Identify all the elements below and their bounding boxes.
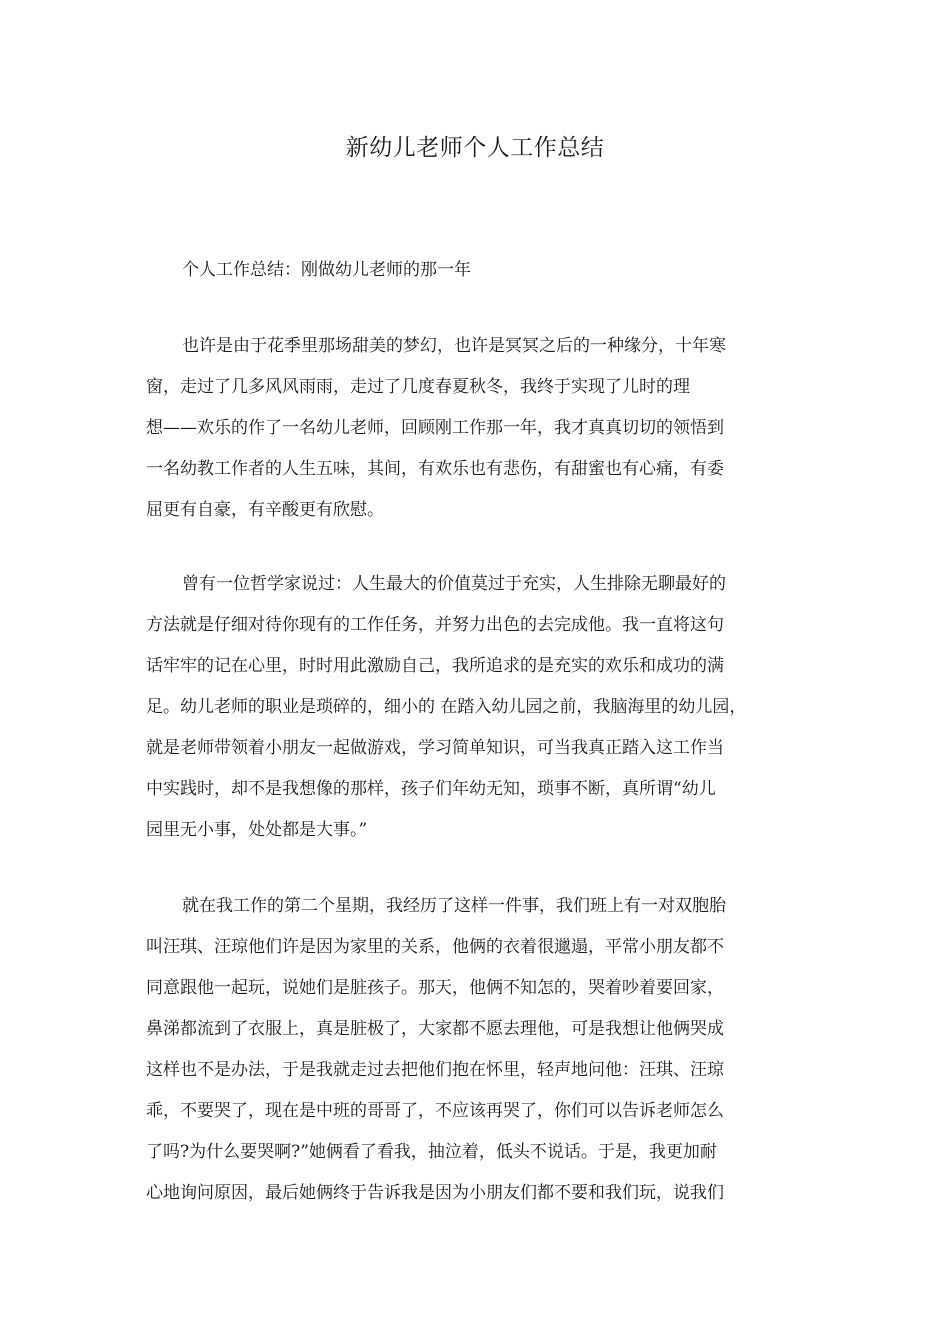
paragraph-line: 屈更有自豪，有辛酸更有欣慰。 — [146, 500, 384, 520]
document-title: 新幼儿老师个人工作总结 — [345, 135, 605, 161]
paragraph-line: 乖，不要哭了，现在是中班的哥哥了，不应该再哭了，你们可以告诉老师怎么 — [146, 1101, 724, 1121]
paragraph-line: 就在我工作的第二个星期，我经历了这样一件事，我们班上有一对双胞胎 — [182, 896, 726, 916]
paragraph-line: 足。幼儿老师的职业是琐碎的，细小的 在踏入幼儿园之前，我脑海里的幼儿园， — [146, 697, 747, 717]
paragraph-line: 心地询问原因，最后她俩终于告诉我是因为小朋友们都不要和我们玩，说我们 — [146, 1183, 724, 1203]
paragraph-line: 想——欢乐的作了一名幼儿老师，回顾刚工作那一年，我才真真切切的领悟到 — [146, 418, 724, 438]
paragraph-line: 话牢牢的记在心里，时时用此激励自己，我所追求的是充实的欢乐和成功的满 — [146, 656, 724, 676]
paragraph-line: 一名幼教工作者的人生五味，其间，有欢乐也有悲伤，有甜蜜也有心痛，有委 — [146, 459, 724, 479]
paragraph-line: 园里无小事，处处都是大事。” — [146, 820, 368, 840]
document-subtitle: 个人工作总结：刚做幼儿老师的那一年 — [182, 260, 471, 280]
paragraph-line: 了吗?为什么要哭啊?”她俩看了看我，抽泣着，低头不说话。于是，我更加耐 — [146, 1142, 717, 1162]
paragraph-line: 中实践时，却不是我想像的那样，孩子们年幼无知，琐事不断，真所谓“幼儿 — [146, 779, 716, 799]
paragraph-line: 同意跟他一起玩，说她们是脏孩子。那天，他俩不知怎的，哭着吵着要回家， — [146, 978, 724, 998]
paragraph-line: 就是老师带领着小朋友一起做游戏，学习简单知识，可当我真正踏入这工作当 — [146, 738, 724, 758]
paragraph-2 — [146, 570, 806, 857]
paragraph-line: 方法就是仔细对待你现有的工作任务，并努力出色的去完成他。我一直将这句 — [146, 615, 724, 635]
paragraph-1 — [146, 332, 806, 537]
paragraph-line: 曾有一位哲学家说过：人生最大的价值莫过于充实，人生排除无聊最好的 — [182, 574, 726, 594]
paragraph-line: 这样也不是办法，于是我就走过去把他们抱在怀里，轻声地问他：汪琪、汪琼 — [146, 1060, 724, 1080]
paragraph-line: 也许是由于花季里那场甜美的梦幻，也许是冥冥之后的一种缘分，十年寒 — [182, 336, 726, 356]
paragraph-3 — [146, 892, 806, 1220]
paragraph-line: 窗，走过了几多风风雨雨，走过了几度春夏秋冬，我终于实现了儿时的理 — [146, 377, 690, 397]
paragraph-line: 叫汪琪、汪琼他们许是因为家里的关系，他俩的衣着很邋遢，平常小朋友都不 — [146, 937, 724, 957]
paragraph-line: 鼻涕都流到了衣服上，真是脏极了，大家都不愿去理他，可是我想让他俩哭成 — [146, 1019, 724, 1039]
